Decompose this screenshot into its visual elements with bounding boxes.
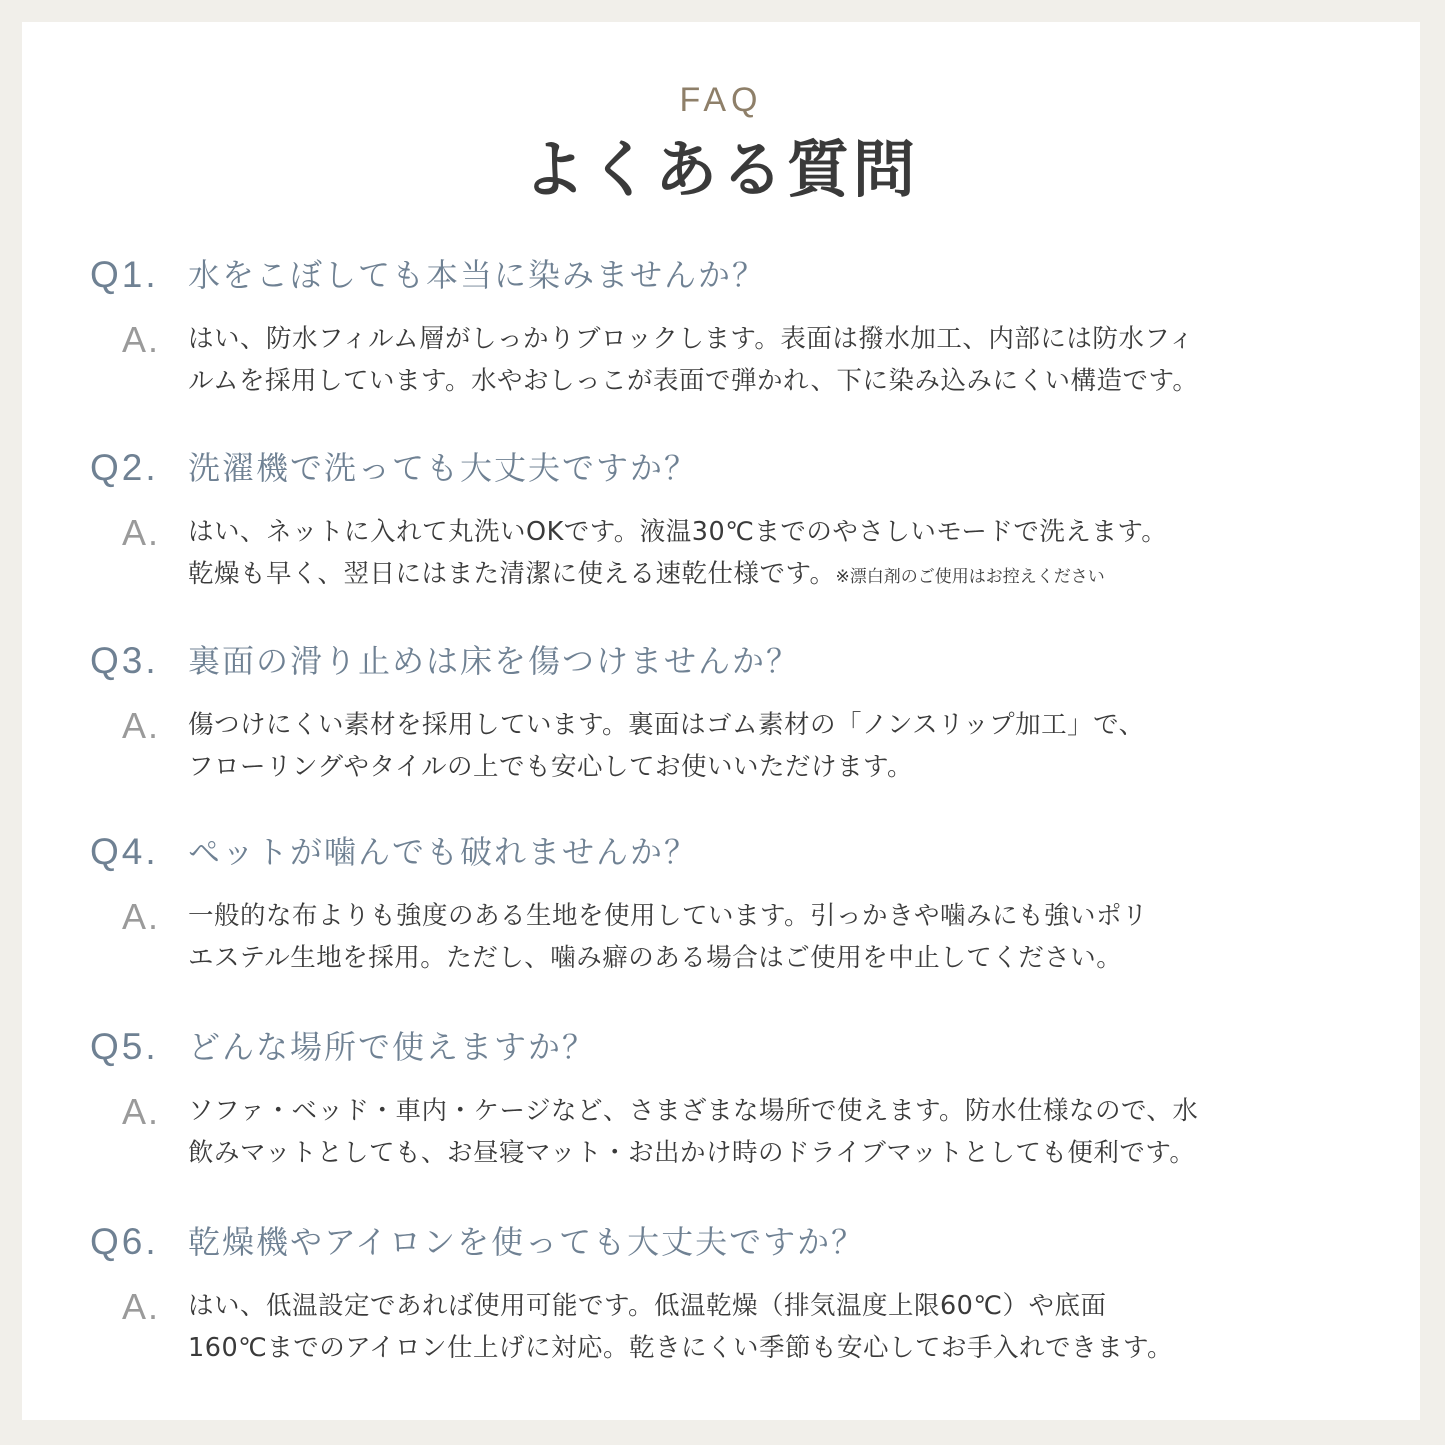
question-text: どんな場所で使えますか？ [188, 1028, 597, 1066]
answer-line: 傷つけにくい素材を採用しています。裏面はゴム素材の「ノンスリップ加工」で、 [188, 710, 1145, 740]
answer-mark: A. [122, 1286, 161, 1327]
answer-line: 一般的な布よりも強度のある生地を使用しています。引っかきや噛みにも強いポリ [188, 901, 1148, 931]
question-number: Q2. [90, 447, 159, 488]
question-number: Q4. [90, 831, 159, 872]
section-label: FAQ [679, 81, 763, 119]
question-row [90, 636, 1390, 686]
answer-line: ソファ・ベッド・車内・ケージなど、さまざまな場所で使えます。防水仕様なので、水 [188, 1096, 1199, 1126]
question-row [90, 827, 1390, 877]
question-row [90, 443, 1390, 493]
question-text: 水をこぼしても本当に染みませんか？ [188, 256, 767, 294]
answer-line: はい、低温設定であれば使用可能です。低温乾燥（排気温度上限60℃）や底面 [188, 1291, 1107, 1321]
answer-line: フローリングやタイルの上でも安心してお使いいただけます。 [188, 752, 913, 782]
answer-line-text: 乾燥も早く、翌日にはまた清潔に使える速乾仕様です。 [188, 559, 836, 589]
answer-line: 160℃までのアイロン仕上げに対応。乾きにくい季節も安心してお手入れできます。 [188, 1333, 1173, 1363]
answer-line: 飲みマットとしても、お昼寝マット・お出かけ時のドライブマットとしても便利です。 [188, 1138, 1196, 1168]
question-text: 裏面の滑り止めは床を傷つけませんか？ [188, 642, 801, 680]
answer-note: ※漂白剤のご使用はお控えください [835, 567, 1105, 587]
answer-mark: A. [122, 512, 161, 553]
question-row [90, 1022, 1390, 1072]
answer-line: ルムを採用しています。水やおしっこが表面で弾かれ、下に染み込みにくい構造です。 [188, 366, 1199, 396]
answer-line: はい、ネットに入れて丸洗いOKです。液温30℃までのやさしいモードで洗えます。 [188, 517, 1168, 547]
answer-mark: A. [122, 1091, 161, 1132]
question-text: 乾燥機やアイロンを使っても大丈夫ですか？ [188, 1223, 866, 1261]
question-number: Q5. [90, 1026, 159, 1067]
question-text: 洗濯機で洗っても大丈夫ですか？ [188, 449, 699, 487]
answer-line: エステル生地を採用。ただし、噛み癖のある場合はご使用を中止してください。 [188, 943, 1123, 973]
question-number: Q6. [90, 1221, 159, 1262]
question-row [90, 1217, 1390, 1267]
faq-card [22, 22, 1420, 1420]
question-number: Q3. [90, 640, 159, 681]
question-number: Q1. [90, 254, 159, 295]
answer-line [188, 553, 1105, 598]
page-title: よくある質問 [522, 133, 919, 206]
answer-mark: A. [122, 705, 161, 746]
question-text: ペットが噛んでも破れませんか？ [188, 833, 699, 871]
question-row [90, 250, 1390, 300]
answer-mark: A. [122, 319, 161, 360]
answer-mark: A. [122, 896, 161, 937]
answer-line: はい、防水フィルム層がしっかりブロックします。表面は撥水加工、内部には防水フィ [188, 324, 1195, 354]
